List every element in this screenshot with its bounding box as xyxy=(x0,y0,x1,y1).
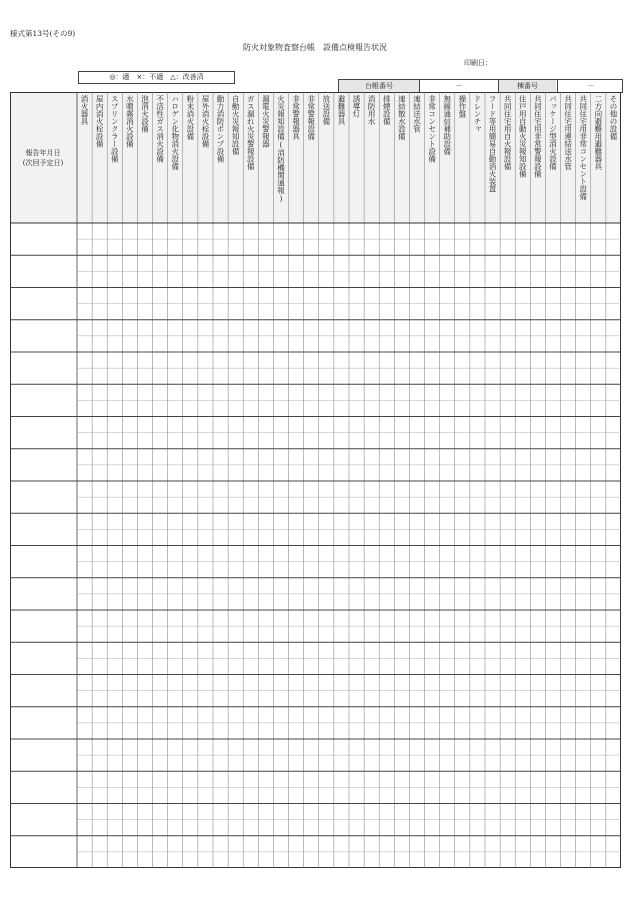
column-header: ドレンチャ xyxy=(472,95,482,133)
column-header: 漏電火災警報器 xyxy=(261,95,271,148)
column-header: 火災報知設備(消防機関通報) xyxy=(276,95,286,203)
building-number-label: 棟番号 xyxy=(499,80,556,92)
column-header: 屋外消火栓設備 xyxy=(200,95,210,148)
column-header: 水噴霧消火設備 xyxy=(125,95,135,148)
column-header: 非常コンセント設備 xyxy=(427,95,437,163)
column-header: フード等用簡易自動消火装置 xyxy=(488,95,498,193)
column-header: 共同住宅用連結送水管 xyxy=(563,95,573,170)
info-bar xyxy=(338,79,623,93)
print-date-label: 印刷日： xyxy=(464,59,492,67)
column-header: 共同住宅用非常コンセント設備 xyxy=(578,95,588,200)
column-header: 二方向避難用避難器具 xyxy=(593,95,603,170)
column-header: 消火器具 xyxy=(80,95,90,125)
column-header: ハロゲン化物消火設備 xyxy=(170,95,180,170)
ledger-number-label: 台帳番号 xyxy=(339,80,420,92)
column-header: パッケージ型消火設備 xyxy=(548,95,558,170)
column-header: 連結送水管 xyxy=(412,95,422,133)
table-grid-lines xyxy=(10,92,621,868)
column-header: 共同住宅用非常警報設備 xyxy=(533,95,543,178)
column-header: 誘導灯 xyxy=(352,95,362,118)
column-header: その他の設備 xyxy=(608,95,618,140)
column-header: 粉末消火設備 xyxy=(185,95,195,140)
legend-box xyxy=(78,71,235,84)
column-header: 非常警報設備 xyxy=(306,95,316,140)
column-header: 操作盤 xyxy=(457,95,467,118)
building-number-value[interactable]: － xyxy=(557,80,623,92)
column-header: ガス漏れ火災警報設備 xyxy=(246,95,256,170)
column-header: 避難器具 xyxy=(336,95,346,125)
column-header: 泡消火設備 xyxy=(140,95,150,133)
column-header: 放送設備 xyxy=(321,95,331,125)
legend-text: ◎：適 ×：不適 △：改善済 xyxy=(109,73,204,81)
column-header: 連結散水設備 xyxy=(397,95,407,140)
column-header: 不活性ガス消火設備 xyxy=(155,95,165,163)
form-number: 様式第13号(その9) xyxy=(10,29,76,38)
report-date-header xyxy=(10,148,76,168)
column-header: 非常警報器具 xyxy=(291,95,301,140)
page-title: 防火対象物査察台帳 設備点検報告状況 xyxy=(243,43,387,52)
column-header: 無線通信補助設備 xyxy=(442,95,452,155)
column-header: 共同住宅用自火報設備 xyxy=(503,95,513,170)
column-header: 屋内消火栓設備 xyxy=(95,95,105,148)
column-header: 自動火災報知設備 xyxy=(231,95,241,155)
report-date-label: 報告年月日 xyxy=(25,149,61,157)
ledger-number-value[interactable]: － xyxy=(420,80,499,92)
column-header: 住戸用自動火災報知設備 xyxy=(518,95,528,178)
column-header: 消防用水 xyxy=(367,95,377,125)
inspection-report-table xyxy=(10,92,621,868)
next-date-label: (次回予定日) xyxy=(22,159,64,167)
column-header: 排煙設備 xyxy=(382,95,392,125)
column-header: 動力消防ポンプ設備 xyxy=(216,95,226,163)
column-header: スプリンクラー設備 xyxy=(110,95,120,163)
